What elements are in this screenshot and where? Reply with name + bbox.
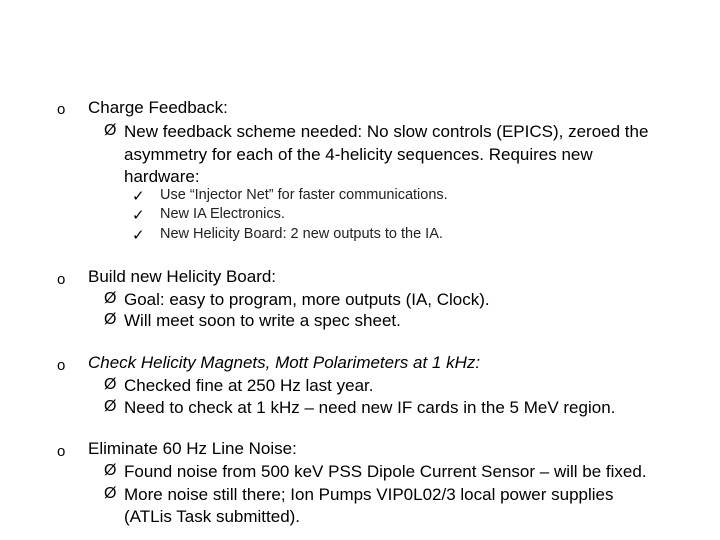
list-item-line: More noise still there; Ion Pumps VIP0L02/3 local power supplies (124, 485, 614, 504)
section-title-helicity-board: Build new Helicity Board: (88, 267, 277, 286)
sub-list-item: New Helicity Board: 2 new outputs to the IA. (160, 226, 443, 242)
bullet-marker: o (57, 443, 66, 460)
list-item-line: Goal: easy to program, more outputs (IA, Clock). (124, 290, 490, 309)
list-item-line: asymmetry for each of the 4-helicity sequences. Requires new (124, 145, 593, 164)
section-title-line-noise: Eliminate 60 Hz Line Noise: (88, 439, 297, 458)
list-item-line: New feedback scheme needed: No slow controls (EPICS), zeroed the (124, 122, 649, 141)
section-title-charge-feedback: Charge Feedback: (88, 98, 228, 117)
list-item-line: Checked fine at 250 Hz last year. (124, 376, 374, 395)
arrow-bullet-icon: Ø (104, 122, 117, 139)
bullet-marker: o (57, 271, 66, 288)
arrow-bullet-icon: Ø (104, 485, 117, 502)
arrow-bullet-icon: Ø (104, 311, 117, 328)
checkmark-icon: ✓ (132, 227, 145, 244)
list-item-line: Need to check at 1 kHz – need new IF cards in the 5 MeV region. (124, 398, 616, 417)
checkmark-icon: ✓ (132, 207, 145, 224)
arrow-bullet-icon: Ø (104, 462, 117, 479)
list-item-line: (ATLis Task submitted). (124, 507, 301, 526)
arrow-bullet-icon: Ø (104, 290, 117, 307)
list-item-line: Found noise from 500 keV PSS Dipole Current Sensor – will be fixed. (124, 462, 647, 481)
section-title-helicity-magnets: Check Helicity Magnets, Mott Polarimeters at 1 kHz: (88, 353, 481, 372)
sub-list-item: Use “Injector Net” for faster communications. (160, 187, 448, 203)
list-item-line: Will meet soon to write a spec sheet. (124, 311, 401, 330)
bullet-marker: o (57, 101, 66, 118)
sub-list-item: New IA Electronics. (160, 206, 285, 222)
bullet-marker: o (57, 357, 66, 374)
list-item-line: hardware: (124, 167, 200, 186)
arrow-bullet-icon: Ø (104, 398, 117, 415)
checkmark-icon: ✓ (132, 188, 145, 205)
arrow-bullet-icon: Ø (104, 376, 117, 393)
